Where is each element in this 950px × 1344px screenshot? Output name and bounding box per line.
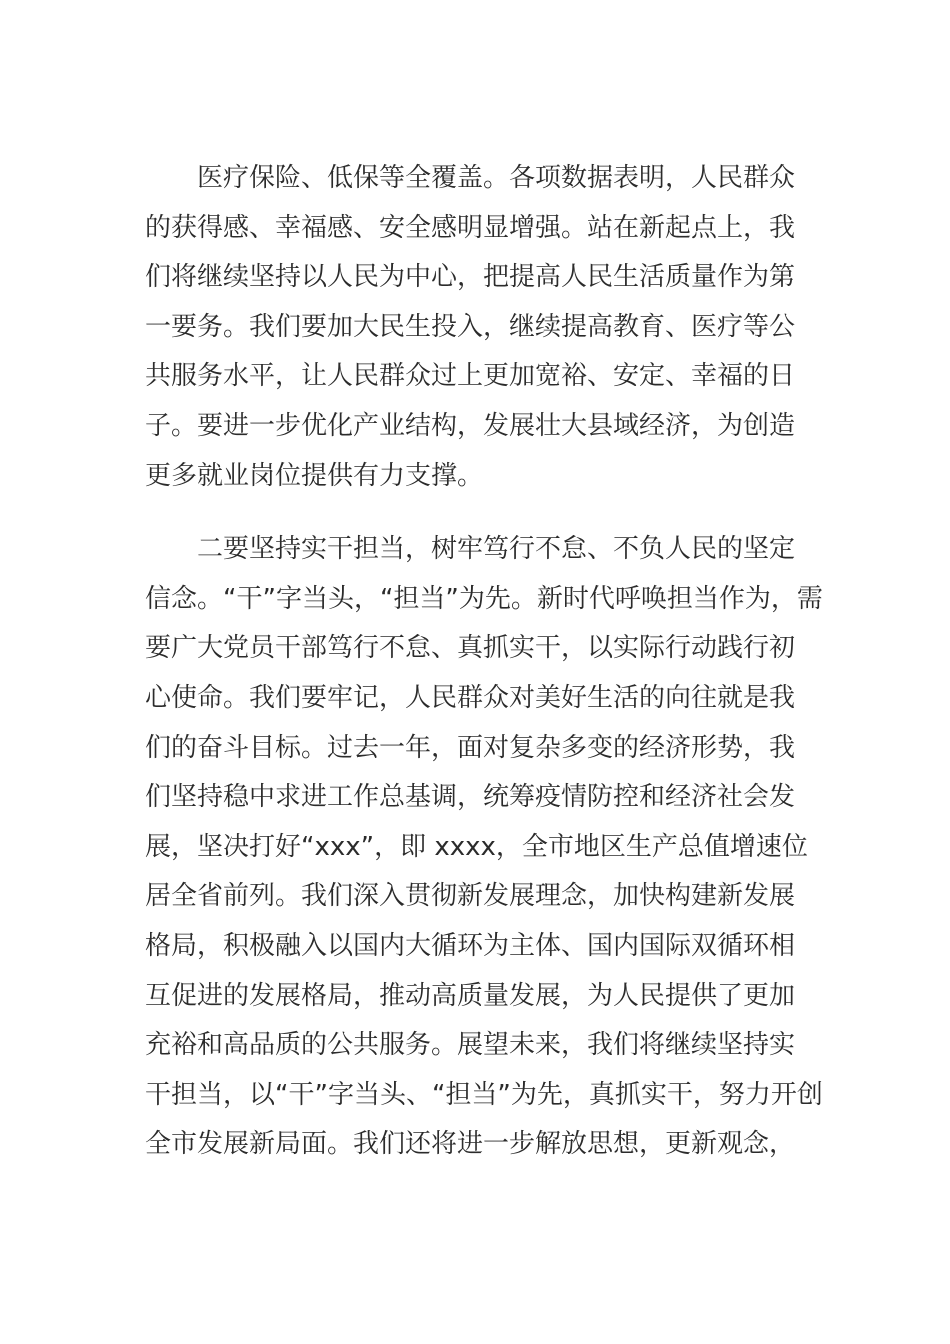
paragraph-line: 要广大党员干部笃行不怠、真抓实干，以实际行动践行初 <box>145 633 796 664</box>
paragraph-line: 心使命。我们要牢记，人民群众对美好生活的向往就是我 <box>145 682 796 713</box>
paragraph-line: 医疗保险、低保等全覆盖。各项数据表明，人民群众 <box>197 163 796 193</box>
paragraph-line: 格局，积极融入以国内大循环为主体、国内国际双循环相 <box>145 930 796 961</box>
paragraph <box>145 525 823 1170</box>
paragraph-line: 们的奋斗目标。过去一年，面对复杂多变的经济形势，我 <box>145 732 796 763</box>
paragraph-line: 互促进的发展格局，推动高质量发展，为人民提供了更加 <box>145 980 796 1011</box>
paragraph-line: 二要坚持实干担当，树牢笃行不怠、不负人民的坚定 <box>197 534 796 565</box>
paragraph-spacer <box>145 501 805 525</box>
paragraph-line: 充裕和高品质的公共服务。展望未来，我们将继续坚持实 <box>145 1030 796 1061</box>
paragraph-line: 共服务水平，让人民群众过上更加宽裕、安定、幸福的日 <box>145 361 796 392</box>
paragraph <box>145 154 805 501</box>
document-body <box>145 154 823 1170</box>
paragraph-line: 更多就业岗位提供有力支撑。 <box>145 460 484 491</box>
paragraph-line: 子。要进一步优化产业结构，发展壮大县域经济，为创造 <box>145 410 796 441</box>
paragraph-line: 们坚持稳中求进工作总基调，统筹疫情防控和经济社会发 <box>145 782 796 813</box>
paragraph-line: 展，坚决打好“xxx”，即 xxxx，全市地区生产总值增速位 <box>145 831 808 862</box>
paragraph-line: 居全省前列。我们深入贯彻新发展理念，加快构建新发展 <box>145 881 796 912</box>
paragraph-line: 们将继续坚持以人民为中心，把提高人民生活质量作为第 <box>145 262 796 293</box>
paragraph-line: 干担当，以“干”字当头、“担当”为先，真抓实干，努力开创 <box>145 1079 823 1110</box>
paragraph-line: 全市发展新局面。我们还将进一步解放思想，更新观念， <box>145 1129 796 1160</box>
paragraph-line: 一要务。我们要加大民生投入，继续提高教育、医疗等公 <box>145 311 796 342</box>
paragraph-line: 信念。“干”字当头，“担当”为先。新时代呼唤担当作为，需 <box>145 583 823 614</box>
paragraph-line: 的获得感、幸福感、安全感明显增强。站在新起点上，我 <box>145 212 796 243</box>
